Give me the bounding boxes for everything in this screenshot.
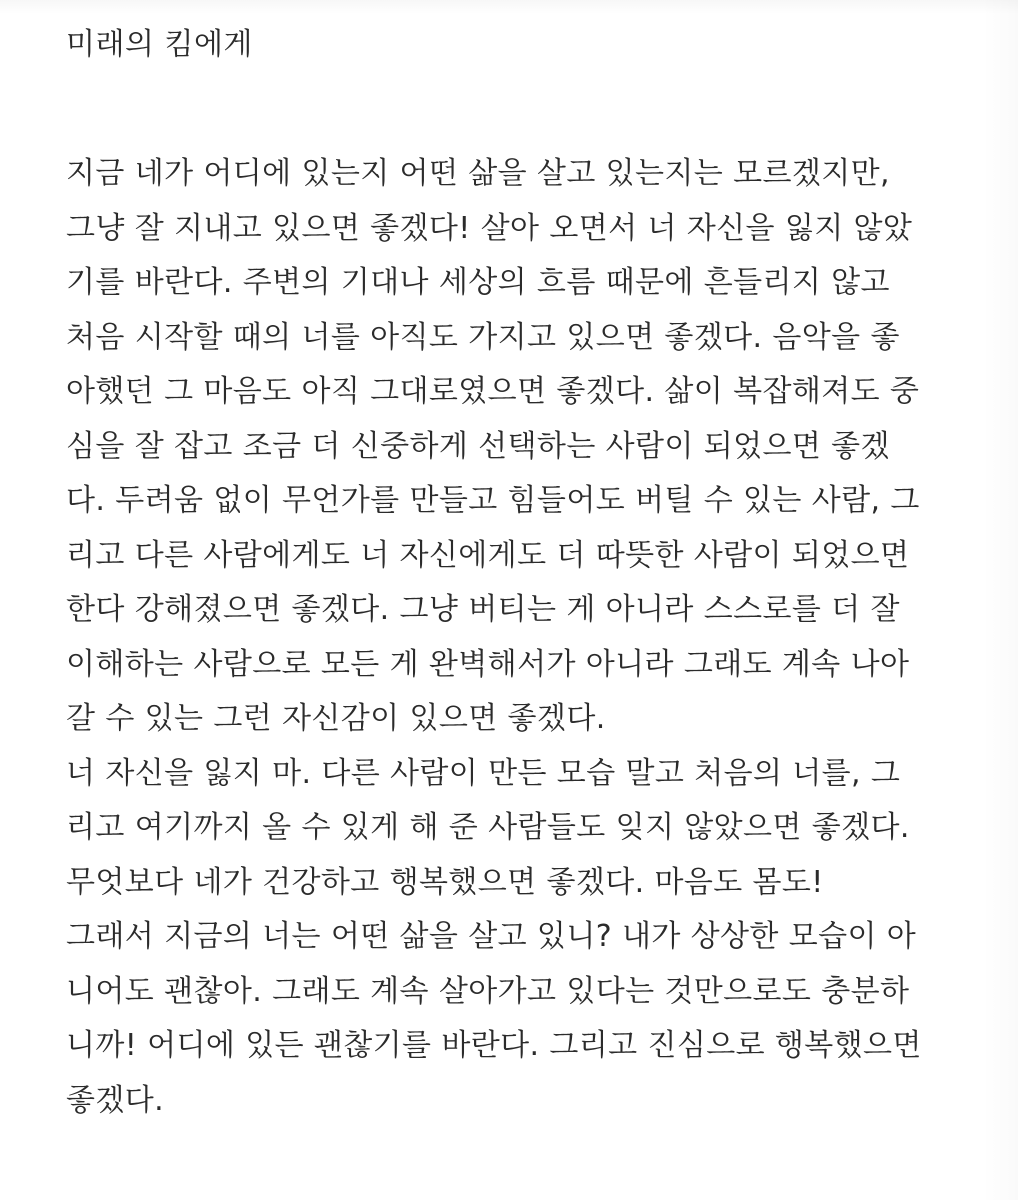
- letter-line: 그냥 잘 지내고 있으면 좋겠다! 살아 오면서 너 자신을 잃지 않았: [66, 210, 913, 246]
- top-edge-shadow: [0, 0, 1018, 14]
- letter-line: 무엇보다 네가 건강하고 행복했으면 좋겠다. 마음도 몸도!: [66, 864, 824, 900]
- letter-line: 기를 바란다. 주변의 기대나 세상의 흐름 때문에 흔들리지 않고: [66, 265, 890, 300]
- letter-line: 리고 여기까지 올 수 있게 해 준 사람들도 잊지 않았으면 좋겠다.: [66, 810, 910, 845]
- letter-title: 미래의 킴에게: [66, 27, 253, 62]
- letter-line: 갈 수 있는 그런 자신감이 있으면 좋겠다.: [66, 701, 606, 736]
- letter-line: 처음 시작할 때의 너를 아직도 가지고 있으면 좋겠다. 음악을 좋: [66, 319, 900, 355]
- letter-line: 니어도 괜찮아. 그래도 계속 살아가고 있다는 것만으로도 충분하: [66, 973, 910, 1009]
- letter-line: 너 자신을 잃지 마. 다른 사람이 만든 모습 말고 처음의 너를, 그: [66, 755, 901, 791]
- letter-line: 니까! 어디에 있든 괜찮기를 바란다. 그리고 진심으로 행복했으면: [66, 1028, 922, 1063]
- letter-line: 이해하는 사람으로 모든 게 완벽해서가 아니라 그래도 계속 나아: [66, 646, 910, 682]
- letter-line: 한다 강해졌으면 좋겠다. 그냥 버티는 게 아니라 스스로를 더 잘: [66, 592, 900, 627]
- letter-line: 리고 다른 사람에게도 너 자신에게도 더 따뜻한 사람이 되었으면: [66, 537, 910, 573]
- letter-line: 아했던 그 마음도 아직 그대로였으면 좋겠다. 삶이 복잡해져도 중: [66, 374, 920, 409]
- letter-line: 심을 잘 잡고 조금 더 신중하게 선택하는 사람이 되었으면 좋겠: [66, 428, 890, 464]
- letter-body: [66, 18, 1006, 1128]
- letter-line: 그래서 지금의 너는 어떤 삶을 살고 있니? 내가 상상한 모습이 아: [66, 919, 917, 954]
- letter-line: 다. 두려움 없이 무언가를 만들고 힘들어도 버틸 수 있는 사람, 그: [66, 483, 920, 518]
- letter-line: 지금 네가 어디에 있는지 어떤 삶을 살고 있는지는 모르겠지만,: [66, 156, 890, 191]
- letter-line: 좋겠다.: [66, 1082, 165, 1118]
